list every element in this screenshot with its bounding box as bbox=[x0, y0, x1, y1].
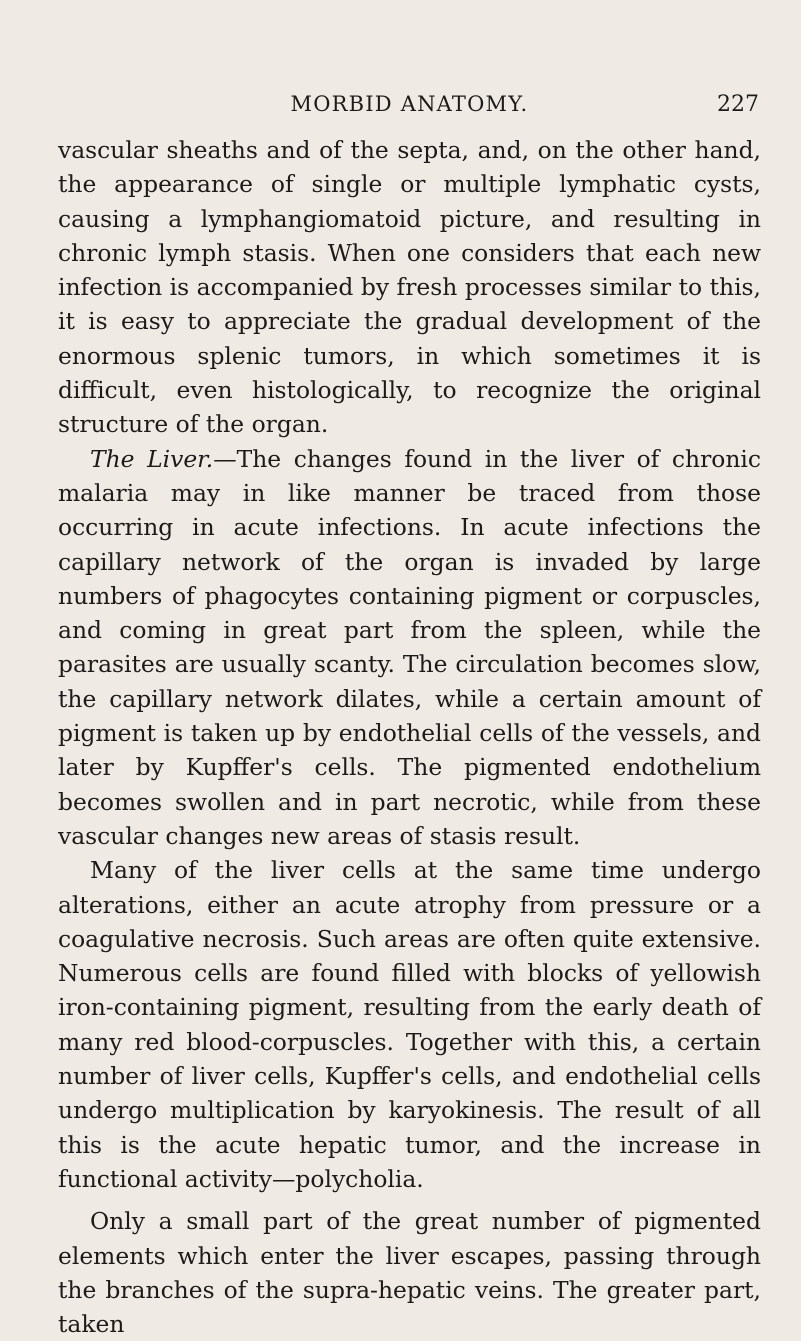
paragraph-text: vascular sheaths and of the septa, and, on the other hand, the appearance of single or multiple lymphatic cysts, causing a lymphangiomatoid picture, and resulting in chronic lymph stasis. When one considers that each new infection is accompanied by fresh processes similar to this, it is easy to appreciate the gradual development of the enormous splenic tumors, in which sometimes it is difficult, even histologically, to recognize the original structure of the organ. bbox=[58, 136, 761, 439]
paragraph-text: Only a small part of the great number of pigmented elements which enter the liver escapes, passing through the branches of the supra-hepatic veins. The greater part, taken bbox=[58, 1207, 761, 1339]
paragraph-pigmented-elements bbox=[58, 1204, 761, 1341]
page-number: 227 bbox=[717, 92, 759, 117]
section-heading-liver: The Liver. bbox=[90, 444, 214, 473]
paragraph-spleen-continuation bbox=[58, 133, 761, 442]
running-head bbox=[58, 92, 761, 122]
paragraph-text: —The changes found in the liver of chronic malaria may in like manner be traced from those occurring in acute infections. In acute infections the capillary network of the organ is invaded by large numbers of phagocytes containing pigment or corpuscles, and coming in great part from the spleen, while the parasites are usually scanty. The circulation becomes slow, the capillary network dilates, while a certain amount of pigment is taken up by endothelial cells of the vessels, and later by Kupffer's cells. The pigmented endothelium becomes swollen and in part necrotic, while from these vascular changes new areas of stasis result. bbox=[58, 444, 762, 850]
paragraph-liver bbox=[58, 442, 761, 854]
paragraph-liver-cells bbox=[58, 853, 761, 1196]
running-title: MORBID ANATOMY. bbox=[290, 92, 529, 116]
body-text bbox=[58, 133, 761, 1341]
paragraph-text: Many of the liver cells at the same time undergo alterations, either an acute atrophy from pressure or a coagulative necrosis. Such areas are often quite extensive. Numerous cells are found filled with blocks of yellowish iron-containing pigment, resulting from the early death of many red blood-corpuscles. Together with this, a certain number of liver cells, Kupffer's cells, and endothelial cells undergo multiplication by karyokinesis. The result of all this is the acute hepatic tumor, and the increase in functional activity—polycholia. bbox=[58, 856, 761, 1193]
